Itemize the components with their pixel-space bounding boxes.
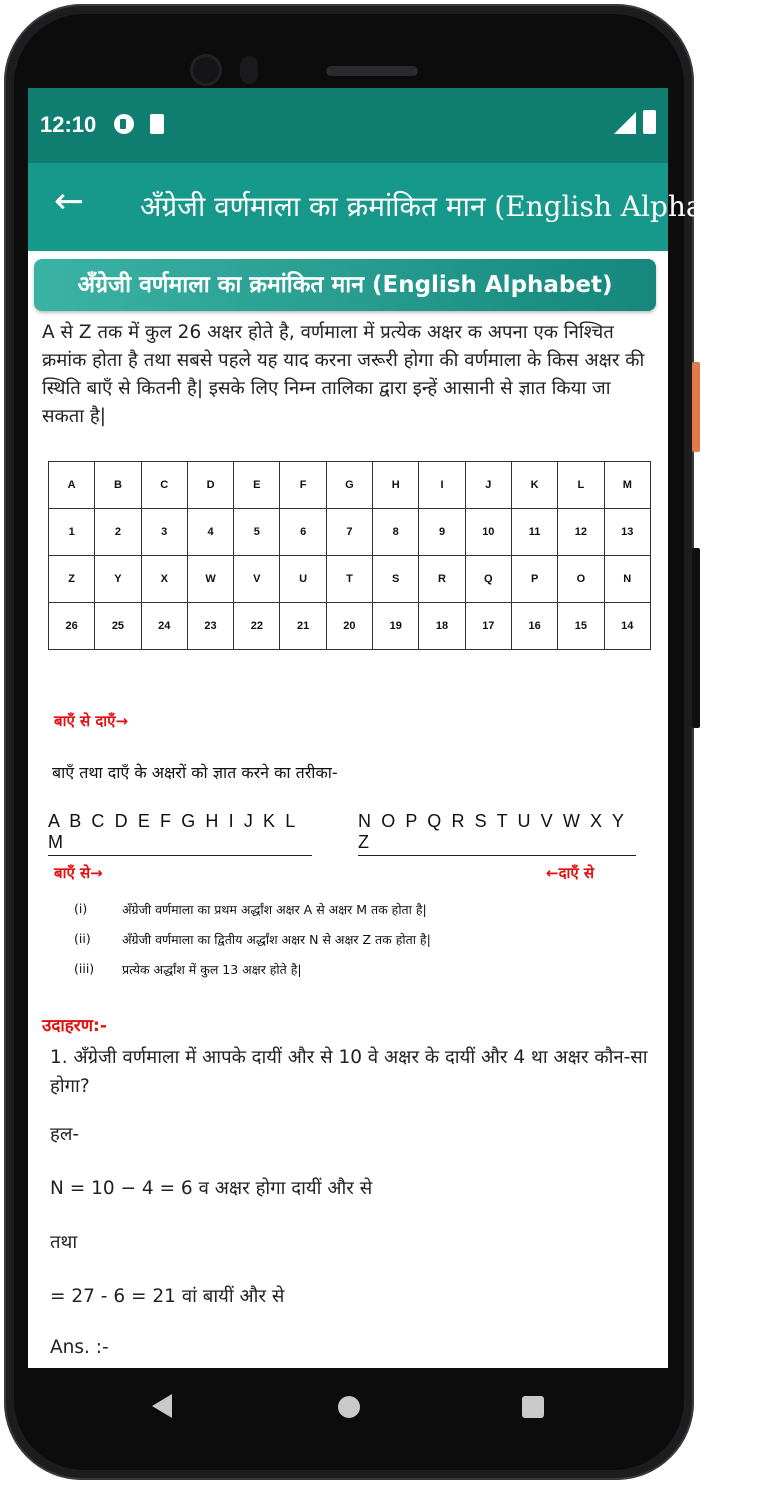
table-cell: 23 (187, 603, 233, 650)
from-left-label: बाएँ से→ (54, 864, 103, 882)
battery-icon (643, 110, 656, 134)
table-cell: X (141, 556, 187, 603)
table-cell: 1 (49, 509, 95, 556)
proximity-sensor (240, 56, 258, 84)
table-cell: T (326, 556, 372, 603)
table-row (49, 603, 651, 650)
table-cell: 26 (49, 603, 95, 650)
first-half-letters: A B C D E F G H I J K L M (48, 811, 312, 856)
table-cell: V (234, 556, 280, 603)
table-cell: 10 (465, 509, 511, 556)
points-list (74, 901, 644, 991)
table-cell: 11 (511, 509, 557, 556)
screen (28, 88, 759, 1368)
table-cell: L (558, 462, 604, 509)
table-cell: N (604, 556, 650, 603)
table-cell: 13 (604, 509, 650, 556)
table-cell: 22 (234, 603, 280, 650)
table-cell: 18 (419, 603, 465, 650)
table-cell: D (187, 462, 233, 509)
solution-step-1: N = 10 − 4 = 6 व अक्षर होगा दायीं और से (50, 1178, 373, 1199)
app-notification-icon (114, 114, 134, 134)
from-right-label: ←दाएँ से (546, 864, 595, 882)
second-half-letters: N O P Q R S T U V W X Y Z (358, 811, 636, 856)
answer-partial: Ans. :- (50, 1337, 109, 1358)
example-label: उदाहरण:- (42, 1016, 107, 1036)
table-cell: K (511, 462, 557, 509)
table-cell: O (558, 556, 604, 603)
nav-back-icon[interactable] (152, 1394, 172, 1418)
table-cell: Z (49, 556, 95, 603)
table-row (49, 556, 651, 603)
table-cell: R (419, 556, 465, 603)
solution-label: हल- (50, 1124, 80, 1145)
nav-recent-apps-icon[interactable] (522, 1396, 544, 1418)
point-text: अँग्रेजी वर्णमाला का द्वितीय अर्द्धांश अक्षर N से अक्षर Z तक होता है| (122, 932, 431, 947)
table-cell: J (465, 462, 511, 509)
point-number: (ii) (74, 931, 91, 946)
table-cell: Y (95, 556, 141, 603)
volume-button[interactable] (692, 548, 700, 728)
point-text: प्रत्येक अर्द्धांश में कुल 13 अक्षर होते है| (122, 962, 302, 977)
table-cell: 25 (95, 603, 141, 650)
table-cell: 15 (558, 603, 604, 650)
table-cell: 2 (95, 509, 141, 556)
earpiece-speaker (326, 66, 418, 76)
table-cell: 8 (373, 509, 419, 556)
table-row (49, 509, 651, 556)
point-text: अँग्रेजी वर्णमाला का प्रथम अर्द्धांश अक्षर A से अक्षर M तक होता है| (122, 902, 427, 917)
front-camera (190, 54, 222, 86)
table-cell: H (373, 462, 419, 509)
navigation-bar (28, 1368, 668, 1438)
table-cell: 4 (187, 509, 233, 556)
table-cell: I (419, 462, 465, 509)
status-time: 12:10 (40, 112, 97, 137)
table-cell: 12 (558, 509, 604, 556)
article-heading: अँग्रेजी वर्णमाला का क्रमांकित मान (English Alphabet) (34, 259, 656, 311)
list-item (74, 901, 644, 931)
table-cell: W (187, 556, 233, 603)
intro-paragraph: A से Z तक में कुल 26 अक्षर होते है, वर्णमाला में प्रत्येक अक्षर क अपना एक निश्चित क्रमांक होता है तथा सबसे पहले यह याद करना जरूरी होगा की वर्णमाला के किस अक्षर की स्थिति बाएँ से कितनी है| इसके लिए निम्न तालिका द्वारा इन्हें आसानी से ज्ञात किया जा सकता है| (42, 322, 645, 427)
table-cell: 16 (511, 603, 557, 650)
and-label: तथा (50, 1232, 78, 1253)
table-cell: A (49, 462, 95, 509)
table-cell: 9 (419, 509, 465, 556)
table-cell: U (280, 556, 326, 603)
table-cell: F (280, 462, 326, 509)
table-cell: M (604, 462, 650, 509)
table-cell: 24 (141, 603, 187, 650)
table-cell: 6 (280, 509, 326, 556)
table-cell: 14 (604, 603, 650, 650)
table-cell: 17 (465, 603, 511, 650)
example-question: 1. अँग्रेजी वर्णमाला में आपके दायीं और से 10 वे अक्षर के दायीं और 4 था अक्षर कौन-सा होगा? (50, 1047, 648, 1097)
point-number: (iii) (74, 961, 95, 976)
back-arrow-icon[interactable]: ← (54, 181, 85, 222)
table-cell: S (373, 556, 419, 603)
list-item (74, 931, 644, 961)
table-cell: P (511, 556, 557, 603)
table-cell: E (234, 462, 280, 509)
table-cell: 5 (234, 509, 280, 556)
status-bar (28, 88, 668, 163)
table-cell: 7 (326, 509, 372, 556)
table-cell: G (326, 462, 372, 509)
point-number: (i) (74, 901, 88, 916)
solution-step-2: = 27 - 6 = 21 वां बायीं और से (50, 1286, 285, 1307)
table-cell: 21 (280, 603, 326, 650)
app-bar (28, 163, 759, 251)
method-text: बाएँ तथा दाएँ के अक्षरों को ज्ञात करने का तरीका- (52, 763, 338, 782)
power-button[interactable] (692, 362, 700, 452)
article-content[interactable] (28, 251, 668, 1368)
table-row (49, 462, 651, 509)
table-cell: C (141, 462, 187, 509)
table-cell: Q (465, 556, 511, 603)
table-cell: 19 (373, 603, 419, 650)
table-cell: 20 (326, 603, 372, 650)
sd-card-icon (150, 114, 164, 134)
alphabet-table (48, 461, 651, 650)
table-cell: 3 (141, 509, 187, 556)
app-bar-title: अँग्रेजी वर्णमाला का क्रमांकित मान (English Alphabet) (140, 190, 759, 223)
left-to-right-label: बाएँ से दाएँ→ (54, 712, 129, 730)
list-item (74, 961, 644, 991)
signal-icon (614, 112, 636, 134)
nav-home-icon[interactable] (338, 1396, 360, 1418)
table-cell: B (95, 462, 141, 509)
